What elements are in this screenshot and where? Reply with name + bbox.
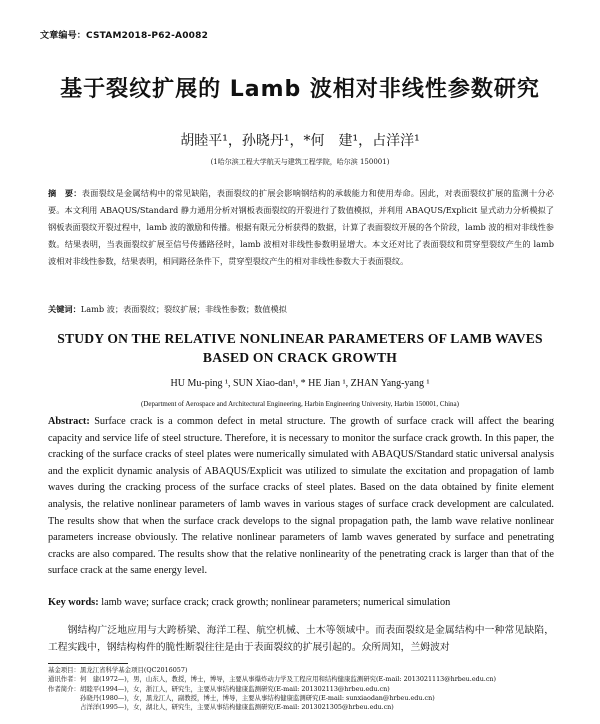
abstract-chinese-text: 表面裂纹是金属结构中的常见缺陷，表面裂纹的扩展会影响钢结构的承载能力和使用寿命。因此，对表面裂纹扩展的监测十分必要。本文利用 ABAQUS/Standard 静力通用分析对钢板表面裂纹的开裂进行了数值模拟，并利用 ABAQUS/Explicit 显式动力分析模拟了钢板表面裂纹开裂过程中，lamb 波的激励和传播。根据有限元分析获得的数据，计算了表面裂纹开展的各个阶段，lamb 波的相对非线性参数。结果表明，当表面裂纹扩展至信号传播路径时，lamb 波相对非线性参数明显增大。本文还对比了表面裂纹和贯穿型裂纹产生的 lamb 波相对非线性参数，结果表明，相同路径条件下，贯穿型裂纹产生的相对非线性参数大于表面裂纹。	[48, 188, 554, 266]
footnote-author-bio: 占洋洋(1995—)，女，湖北人，研究生，主要从事结构健康监测研究(E-mail: 2013021305@hrbeu.edu.cn)	[48, 703, 394, 712]
footnote-corresponding-author: 通讯作者：何 建(1972—)，男，山东人，教授，博士，博导，主要从事爆炸动力学及工程应用和结构健康监测研究(E-mail: 2013021113@hrbeu.edu.cn)	[48, 675, 497, 684]
abstract-english	[48, 414, 554, 580]
keywords-english-text: lamb wave; surface crack; crack growth; nonlinear parameters; numerical simulation	[101, 597, 451, 608]
authors-english: HU Mu-ping ¹, SUN Xiao-dan¹, * HE Jian ¹, ZHAN Yang-yang ¹	[170, 378, 430, 389]
abstract-english-label: Abstract:	[48, 416, 90, 427]
keywords-english	[48, 597, 554, 608]
abstract-chinese-label: 摘 要：	[48, 188, 82, 198]
footnote-author-bio: 孙晓丹(1980—)，女，黑龙江人，副教授，博士，博导，主要从事结构健康监测研究(E-mail: sunxiaodan@hrbeu.edu.cn)	[48, 693, 435, 702]
keywords-chinese	[48, 304, 554, 315]
keywords-english-label: Key words:	[48, 597, 99, 608]
keywords-chinese-text: Lamb 波；表面裂纹；裂纹扩展；非线性参数；数值模拟	[80, 304, 287, 314]
abstract-english-text: Surface crack is a common defect in metal structure. The growth of surface crack will affect the bearing capacity and service life of steel structure. Therefore, it is necessary to monitor the surface crack growth. In this paper, the cracking of the surface cracks of steel plates were numerically simulated with ABAQUS/Standard static universal analysis and the explicit dynamic analysis of ABAQUS/Explicit was utilized to simulate the excitation and propagation of lamb waves during the cracking process of the surface cracks of steel plates. Based on the data obtained by finite element analysis, the relative nonlinear parameters of lamb waves in various stages of surface crack development are calculated. The results show that when the surface crack develops to the signal propagation path, the lamb wave relative nonlinear parameters increase obviously. The relative nonlinear parameters of lamb waves generated by surface and penetrating cracks are also compared. The results show that the relative nonlinearity of the penetrating crack is larger than that of the surface crack at the same energy level.	[48, 416, 554, 577]
footnote-divider	[48, 663, 128, 664]
affiliation-chinese: (1哈尔滨工程大学航天与建筑工程学院，哈尔滨 150001)	[210, 158, 390, 166]
keywords-chinese-label: 关键词：	[48, 304, 81, 314]
title-english: STUDY ON THE RELATIVE NONLINEAR PARAMETERS OF LAMB WAVES BASED ON CRACK GROWTH	[57, 331, 543, 365]
abstract-chinese	[48, 185, 554, 270]
article-number: 文章编号：CSTAM2018-P62-A0082	[40, 31, 209, 41]
footnote-author-bio: 作者简介：胡睦平(1994—)，女，浙江人，研究生，主要从事结构健康监测研究(E-mail: 201302113@hrbeu.edu.cn)	[48, 684, 390, 693]
affiliation-english: (Department of Aerospace and Architectural Engineering, Harbin Engineering University, Harbin 150001, China)	[141, 400, 459, 408]
footnotes	[48, 666, 558, 712]
authors-chinese: 胡睦平¹，孙晓丹¹，*何 建¹，占洋洋¹	[180, 133, 420, 149]
body-paragraph: 钢结构广泛地应用与大跨桥梁、海洋工程、航空机械、土木等领域中。而表面裂纹是金属结构中一种常见缺陷，工程实践中，钢结构构件的脆性断裂往往是由于表面裂纹的扩展引起的。众所周知，兰姆波对	[48, 625, 554, 653]
footnote-funding: 基金项目：黑龙江省科学基金项目(QC2016057)	[48, 666, 188, 674]
title-chinese: 基于裂纹扩展的 Lamb 波相对非线性参数研究	[60, 77, 540, 102]
